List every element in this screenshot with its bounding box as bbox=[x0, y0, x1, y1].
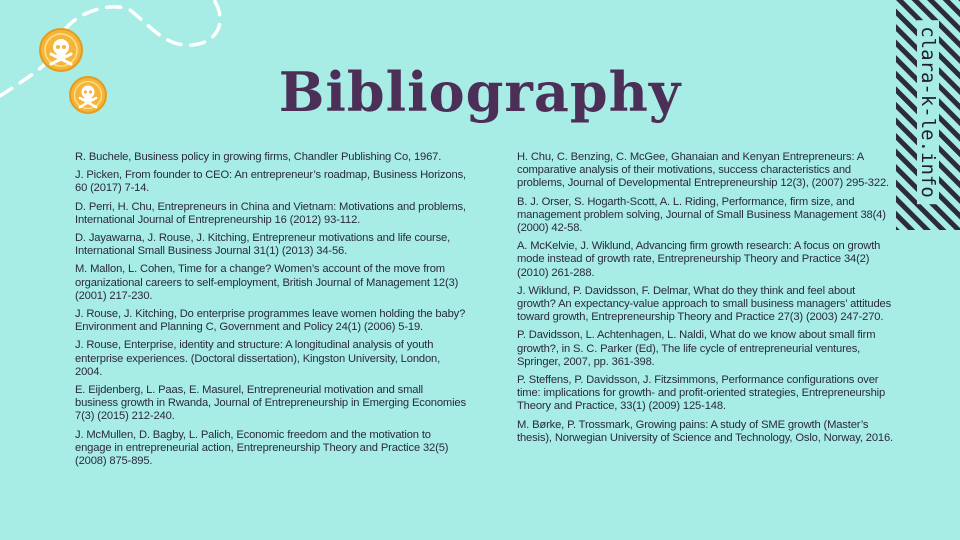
reference-item: H. Chu, C. Benzing, C. McGee, Ghanaian and Kenyan Entrepreneurs: A comparative analysis of their motivations, success characteristics and problems, Journal of Developmental Entrepreneurship 12(3), (2007) 295-322. bbox=[517, 151, 889, 190]
reference-item: J. McMullen, D. Bagby, L. Palich, Economic freedom and the motivation to engage in entrepreneurial action, Entrepreneurship Theory and Practice 32(5) (2008) 875-895. bbox=[75, 428, 449, 468]
reference-item: R. Buchele, Business policy in growing firms, Chandler Publishing Co, 1967. bbox=[75, 151, 442, 163]
reference-item: M. Mallon, L. Cohen, Time for a change? Women’s account of the move from organizational careers to self-employment, British Journal of Management 12(3) (2001) 217-230. bbox=[75, 263, 459, 302]
reference-item: B. J. Orser, S. Hogarth-Scott, A. L. Riding, Performance, firm size, and management problem solving, Journal of Small Business Management 38(4) (2000) 42-58. bbox=[517, 195, 886, 235]
reference-item: A. McKelvie, J. Wiklund, Advancing firm growth research: A focus on growth mode instead of growth rate, Entrepreneurship Theory and Practice 34(2) (2010) 261-288. bbox=[517, 240, 881, 279]
page-title: Bibliography bbox=[278, 60, 682, 124]
references-right-column bbox=[517, 151, 895, 450]
side-brand-text: clara-k-le.info bbox=[917, 20, 939, 204]
reference-item: J. Rouse, J. Kitching, Do enterprise programmes leave women holding the baby? Environment and Planning C, Government and Policy 24(1) (2006) 5-19. bbox=[75, 308, 466, 334]
reference-item: J. Wiklund, P. Davidsson, F. Delmar, What do they think and feel about growth? An expectancy-value approach to small business managers’ attitudes toward growth, Entrepreneurship Theory and Practice 27(3) (2003) 247-270. bbox=[517, 284, 892, 324]
reference-item: D. Perri, H. Chu, Entrepreneurs in China and Vietnam: Motivations and problems, International Journal of Entrepreneurship 16 (2012) 93-112. bbox=[75, 200, 466, 226]
reference-item: J. Picken, From founder to CEO: An entrepreneur’s roadmap, Business Horizons, 60 (2017) 7-14. bbox=[75, 169, 466, 195]
reference-item: M. Børke, P. Trossmark, Growing pains: A study of SME growth (Master’s thesis), Norwegian University of Science and Technology, Oslo, Norway, 2016. bbox=[517, 418, 893, 444]
reference-item: J. Rouse, Enterprise, identity and structure: A longitudinal analysis of youth enterprise experiences. (Doctoral dissertation), Kingston University, London, 2004. bbox=[75, 339, 441, 378]
references-left-column bbox=[75, 151, 467, 473]
reference-item: P. Davidsson, L. Achtenhagen, L. Naldi, What do we know about small firm growth?, in S. C. Parker (Ed), The life cycle of entrepreneurial ventures, Springer, 2007, pp. 361-398. bbox=[517, 329, 876, 368]
reference-item: P. Steffens, P. Davidsson, J. Fitzsimmons, Performance configurations over time: implications for growth- and profit-oriented strategies, Entrepreneurship Theory and Practice, 33(1) (2009) 125-148. bbox=[517, 374, 886, 413]
reference-item: D. Jayawarna, J. Rouse, J. Kitching, Entrepreneur motivations and life course, International Small Business Journal 31(1) (2013) 34-56. bbox=[75, 232, 451, 258]
reference-item: E. Eijdenberg, L. Paas, E. Masurel, Entrepreneurial motivation and small business growth in Rwanda, Journal of Entrepreneurship in Emerging Economies 7(3) (2015) 212-240. bbox=[75, 384, 466, 423]
